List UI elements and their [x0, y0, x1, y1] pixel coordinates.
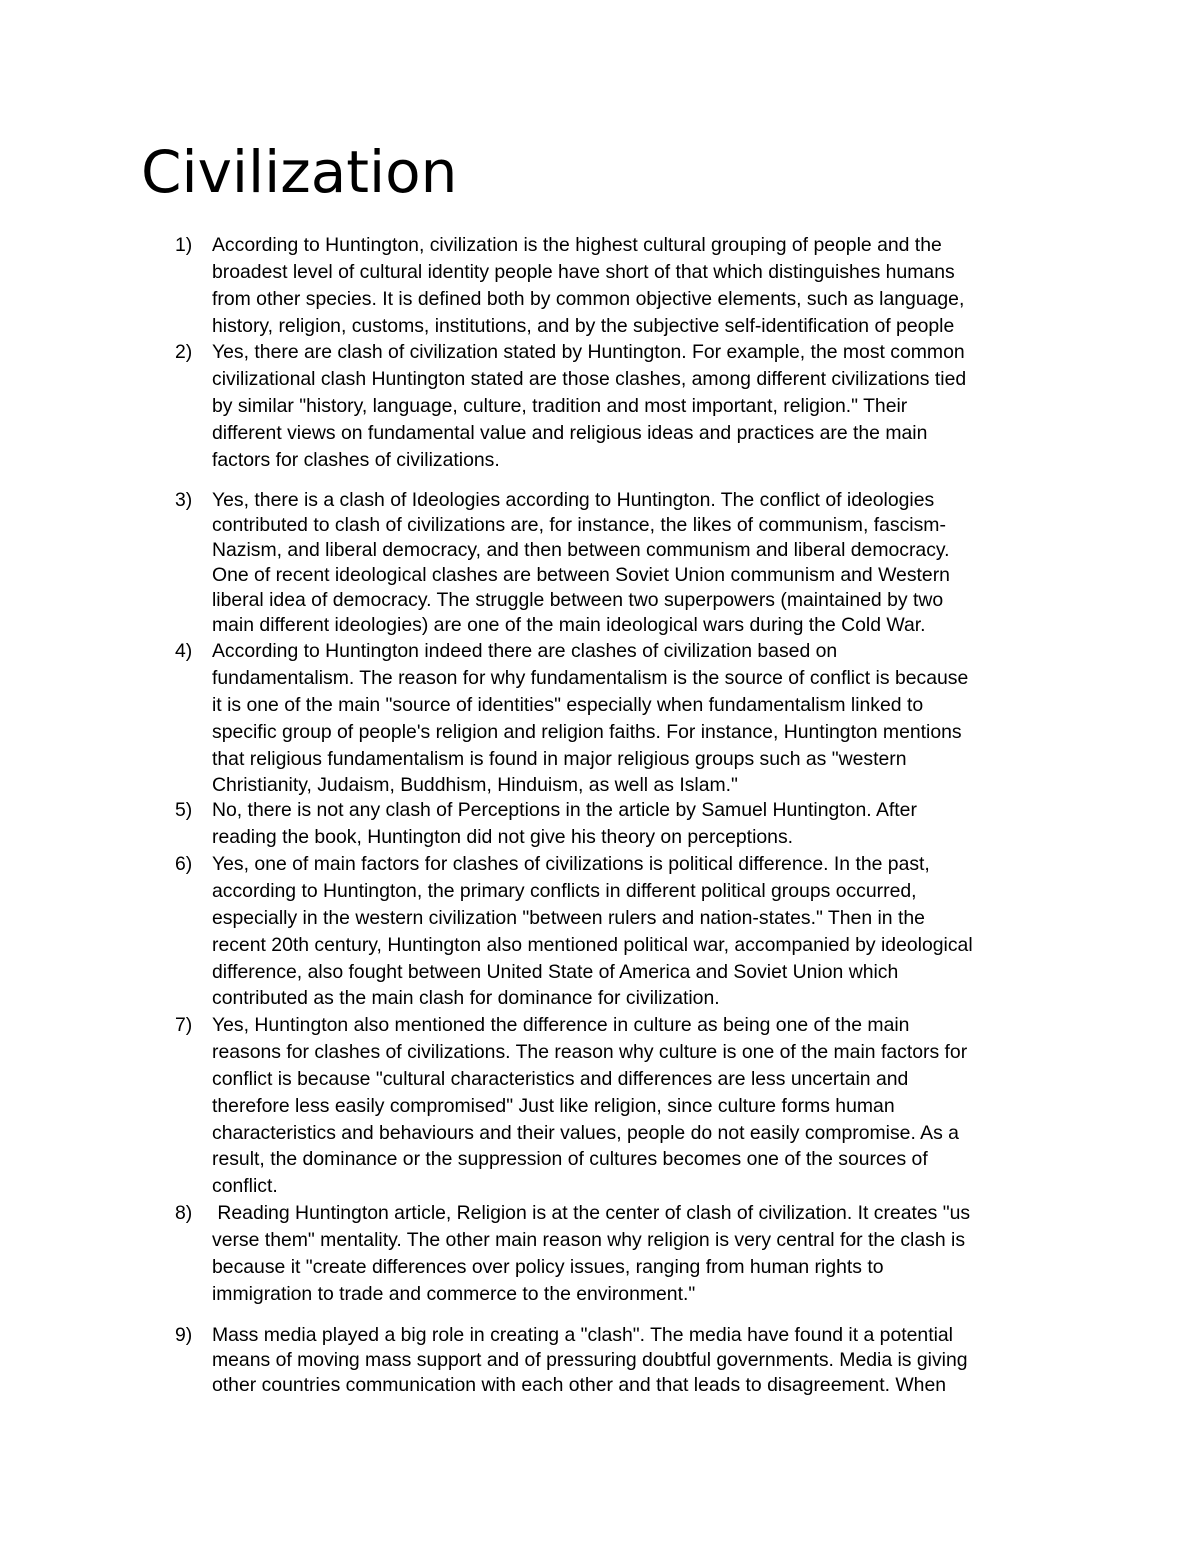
list-item-text — [212, 638, 968, 799]
text-line: Yes, one of main factors for clashes of civilizations is political difference. In the past, — [212, 853, 930, 875]
text-line: conflict. — [212, 1175, 278, 1198]
text-line: No, there is not any clash of Perceptions in the article by Samuel Huntington. After — [212, 799, 917, 821]
list-item-text — [212, 339, 966, 473]
text-line: factors for clashes of civilizations. — [212, 448, 500, 471]
list-item-text — [212, 232, 964, 340]
text-line: Mass media played a big role in creating a "clash". The media have found it a potential — [212, 1324, 953, 1346]
list-item-number: 6) — [175, 853, 193, 875]
text-line: contributed as the main clash for dominance for civilization. — [212, 987, 720, 1010]
text-line: verse them" mentality. The other main reason why religion is very central for the clash is — [212, 1228, 966, 1251]
text-line: other countries communication with each other and that leads to disagreement. When — [212, 1374, 947, 1396]
text-line: civilizational clash Huntington stated are those clashes, among different civilizations tied — [212, 367, 967, 390]
text-line: Yes, there are clash of civilization stated by Huntington. For example, the most common — [212, 341, 965, 363]
text-line: Nazism, and liberal democracy, and then between communism and liberal democracy. — [212, 539, 950, 561]
text-line: broadest level of cultural identity people have short of that which distinguishes humans — [212, 260, 955, 283]
text-line: characteristics and behaviours and their values, people do not easily compromise. As a — [212, 1121, 959, 1144]
text-line: history, religion, customs, institutions, and by the subjective self-identification of people — [212, 314, 955, 337]
text-line: main different ideologies) are one of the main ideological wars during the Cold War. — [212, 614, 926, 636]
text-line: it is one of the main "source of identities" especially when fundamentalism linked to — [212, 693, 924, 716]
text-line: reading the book, Huntington did not give his theory on perceptions. — [212, 825, 794, 848]
text-line: specific group of people's religion and religion faiths. For instance, Huntington mentions — [212, 720, 962, 743]
list-item-text — [212, 851, 973, 1012]
text-line: by similar "history, language, culture, tradition and most important, religion." Their — [212, 394, 908, 417]
text-line: according to Huntington, the primary conflicts in different political groups occurred, — [212, 879, 917, 902]
text-line: because it "create differences over policy issues, ranging from human rights to — [212, 1255, 884, 1278]
text-line: contributed to clash of civilizations are, for instance, the likes of communism, fascism- — [212, 514, 946, 536]
text-line: means of moving mass support and of pressuring doubtful governments. Media is giving — [212, 1349, 968, 1371]
text-line: liberal idea of democracy. The struggle between two superpowers (maintained by two — [212, 589, 944, 611]
list-item-text — [212, 1012, 967, 1200]
text-line: Christianity, Judaism, Buddhism, Hinduism, as well as Islam." — [212, 774, 738, 797]
document-title: Civilization — [141, 138, 458, 206]
text-line: different views on fundamental value and religious ideas and practices are the main — [212, 421, 928, 444]
text-line: According to Huntington, civilization is the highest cultural grouping of people and the — [212, 234, 942, 256]
list-item-text — [212, 1200, 970, 1308]
list-item-text — [212, 797, 917, 851]
list-item-number: 5) — [175, 799, 193, 821]
list-item-number: 7) — [175, 1014, 193, 1036]
list-item-number: 4) — [175, 640, 193, 662]
list-item-text — [212, 488, 950, 638]
text-line: immigration to trade and commerce to the environment." — [212, 1282, 696, 1305]
text-line: especially in the western civilization "between rulers and nation-states." Then in the — [212, 906, 925, 929]
text-line: Yes, Huntington also mentioned the difference in culture as being one of the main — [212, 1014, 910, 1036]
text-line: therefore less easily compromised" Just like religion, since culture forms human — [212, 1094, 895, 1117]
text-line: result, the dominance or the suppression of cultures becomes one of the sources of — [212, 1148, 928, 1171]
text-line: According to Huntington indeed there are clashes of civilization based on — [212, 640, 838, 662]
text-line: reasons for clashes of civilizations. The reason why culture is one of the main factors for — [212, 1040, 968, 1063]
list-item-number: 9) — [175, 1324, 193, 1346]
list-item-number: 2) — [175, 341, 193, 363]
list-item-text — [212, 1323, 968, 1398]
text-line: conflict is because "cultural characteristics and differences are less uncertain and — [212, 1067, 909, 1090]
list-item-number: 3) — [175, 489, 193, 511]
list-item-number: 8) — [175, 1202, 193, 1224]
text-line: One of recent ideological clashes are between Soviet Union communism and Western — [212, 564, 950, 586]
text-line: Yes, there is a clash of Ideologies according to Huntington. The conflict of ideologies — [212, 489, 935, 511]
text-line: that religious fundamentalism is found in major religious groups such as "western — [212, 747, 907, 770]
text-line: recent 20th century, Huntington also mentioned political war, accompanied by ideological — [212, 933, 973, 956]
text-line: difference, also fought between United State of America and Soviet Union which — [212, 960, 899, 983]
text-line: Reading Huntington article, Religion is at the center of clash of civilization. It creates "us — [212, 1202, 971, 1224]
list-item-number: 1) — [175, 234, 193, 256]
text-line: fundamentalism. The reason for why fundamentalism is the source of conflict is because — [212, 666, 969, 689]
text-line: from other species. It is defined both by common objective elements, such as language, — [212, 287, 965, 310]
